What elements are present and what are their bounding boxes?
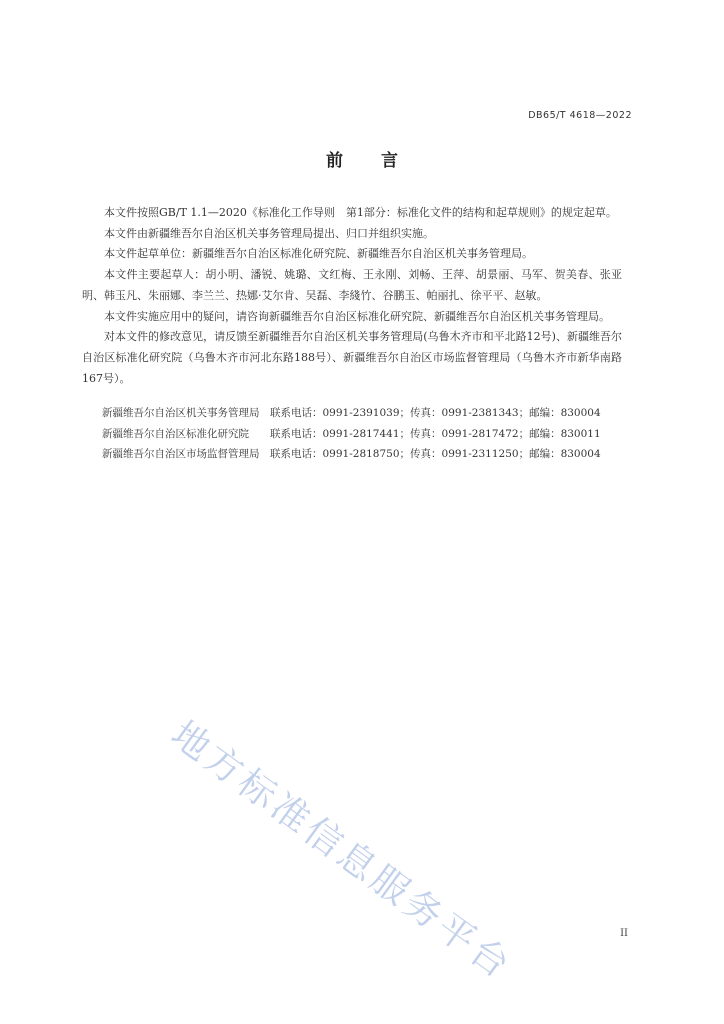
watermark: 地方标准信息服务平台 [163, 712, 521, 989]
page-title: 前言 [326, 151, 436, 171]
contact-line: 新疆维吾尔自治区机关事务管理局 联系电话：0991-2391039；传真：0991-2381343；邮编：830004 [102, 407, 601, 419]
paragraph-feedback: 对本文件的修改意见，请反馈至新疆维吾尔自治区机关事务管理局(乌鲁木齐市和平北路12号)、新疆维吾尔自治区标准化研究院（乌鲁木齐市河北东路188号）、新疆维吾尔自治区市场监督管理局（乌鲁木齐市新华南路167号）。 [82, 330, 622, 385]
paragraph-proposer: 本文件由新疆维吾尔自治区机关事务管理局提出、归口并组织实施。 [104, 226, 434, 240]
paragraph-drafters: 本文件主要起草人：胡小明、潘锐、姚璐、文红梅、王永刚、刘畅、王萍、胡景丽、马军、贺美春、张亚明、韩玉凡、朱丽娜、李兰兰、热娜·艾尔肯、吴磊、李綫竹、谷鹏玉、帕丽扎、徐平平、赵敏。 [82, 268, 622, 302]
page-number: II [620, 928, 628, 939]
contact-line: 新疆维吾尔自治区标准化研究院 联系电话：0991-2817441；传真：0991-2817472；邮编：830011 [102, 427, 601, 440]
foreword-body [82, 203, 622, 389]
paragraph-drafting-units: 本文件起草单位：新疆维吾尔自治区标准化研究院、新疆维吾尔自治区机关事务管理局。 [104, 247, 533, 261]
contact-list [102, 403, 632, 465]
contact-line: 新疆维吾尔自治区市场监督管理局 联系电话：0991-2818750；传真：0991-2311250；邮编：830004 [102, 448, 601, 461]
paragraph-inquiries: 本文件实施应用中的疑问，请咨询新疆维吾尔自治区标准化研究院、新疆维吾尔自治区机关事务管理局。 [104, 309, 610, 323]
document-code: DB65/T 4618—2022 [528, 110, 632, 121]
paragraph-drafting-rules: 本文件按照GB/T 1.1—2020《标准化工作导则 第1部分：标准化文件的结构和起草规则》的规定起草。 [104, 206, 617, 219]
